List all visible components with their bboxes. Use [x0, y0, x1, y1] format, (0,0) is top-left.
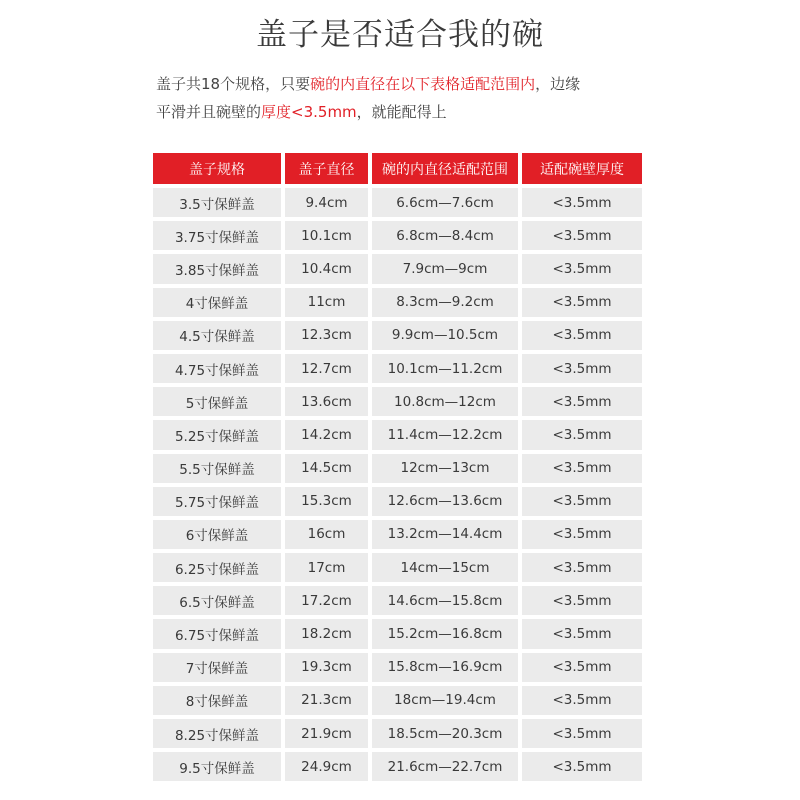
table-row [153, 752, 642, 781]
size-table [149, 149, 646, 785]
header-wall-thickness: 适配碗壁厚度 [522, 153, 642, 184]
cell-lid-diameter: 10.1cm [285, 221, 368, 250]
cell-bowl-range: 8.3cm—9.2cm [372, 288, 518, 317]
header-lid-spec: 盖子规格 [153, 153, 281, 184]
header-lid-diameter: 盖子直径 [285, 153, 368, 184]
cell-wall-thickness: <3.5mm [522, 454, 642, 483]
cell-lid-spec: 7寸保鲜盖 [153, 653, 281, 682]
cell-lid-spec: 4寸保鲜盖 [153, 288, 281, 317]
cell-lid-diameter: 12.7cm [285, 354, 368, 383]
cell-lid-spec: 4.75寸保鲜盖 [153, 354, 281, 383]
table-row [153, 420, 642, 449]
cell-lid-diameter: 15.3cm [285, 487, 368, 516]
description-text: ，就能配得上 [356, 103, 447, 121]
table-row [153, 188, 642, 217]
cell-lid-spec: 5.5寸保鲜盖 [153, 454, 281, 483]
cell-lid-diameter: 17cm [285, 553, 368, 582]
cell-bowl-range: 6.8cm—8.4cm [372, 221, 518, 250]
cell-wall-thickness: <3.5mm [522, 387, 642, 416]
cell-bowl-range: 15.8cm—16.9cm [372, 653, 518, 682]
description-line-2 [156, 98, 646, 126]
table-header-row [153, 153, 642, 184]
description [156, 70, 646, 126]
cell-lid-diameter: 13.6cm [285, 387, 368, 416]
table-row [153, 387, 642, 416]
table-row [153, 719, 642, 748]
table-row [153, 520, 642, 549]
cell-bowl-range: 9.9cm—10.5cm [372, 321, 518, 350]
table-row [153, 586, 642, 615]
cell-lid-diameter: 9.4cm [285, 188, 368, 217]
table-row [153, 288, 642, 317]
table-row [153, 354, 642, 383]
cell-bowl-range: 18.5cm—20.3cm [372, 719, 518, 748]
cell-lid-diameter: 24.9cm [285, 752, 368, 781]
cell-lid-spec: 3.75寸保鲜盖 [153, 221, 281, 250]
cell-bowl-range: 11.4cm—12.2cm [372, 420, 518, 449]
cell-lid-spec: 3.5寸保鲜盖 [153, 188, 281, 217]
cell-wall-thickness: <3.5mm [522, 619, 642, 648]
cell-lid-spec: 5.75寸保鲜盖 [153, 487, 281, 516]
cell-lid-spec: 6.75寸保鲜盖 [153, 619, 281, 648]
cell-wall-thickness: <3.5mm [522, 288, 642, 317]
cell-wall-thickness: <3.5mm [522, 686, 642, 715]
cell-wall-thickness: <3.5mm [522, 586, 642, 615]
table-row [153, 254, 642, 283]
cell-lid-spec: 6寸保鲜盖 [153, 520, 281, 549]
description-highlight: 厚度<3.5mm [261, 103, 357, 121]
cell-wall-thickness: <3.5mm [522, 487, 642, 516]
description-text: 盖子共18个规格，只要 [156, 75, 311, 93]
table-row [153, 653, 642, 682]
cell-lid-diameter: 10.4cm [285, 254, 368, 283]
cell-wall-thickness: <3.5mm [522, 254, 642, 283]
cell-bowl-range: 10.1cm—11.2cm [372, 354, 518, 383]
cell-lid-spec: 5寸保鲜盖 [153, 387, 281, 416]
table-body [153, 188, 642, 781]
cell-lid-diameter: 16cm [285, 520, 368, 549]
cell-lid-diameter: 14.2cm [285, 420, 368, 449]
cell-bowl-range: 6.6cm—7.6cm [372, 188, 518, 217]
cell-wall-thickness: <3.5mm [522, 321, 642, 350]
description-line-1 [156, 70, 646, 98]
cell-lid-spec: 3.85寸保鲜盖 [153, 254, 281, 283]
cell-lid-diameter: 21.3cm [285, 686, 368, 715]
cell-bowl-range: 21.6cm—22.7cm [372, 752, 518, 781]
table-row [153, 487, 642, 516]
description-text: ，边缘 [535, 75, 581, 93]
cell-lid-diameter: 12.3cm [285, 321, 368, 350]
cell-bowl-range: 7.9cm—9cm [372, 254, 518, 283]
cell-bowl-range: 15.2cm—16.8cm [372, 619, 518, 648]
cell-lid-diameter: 19.3cm [285, 653, 368, 682]
table-row [153, 454, 642, 483]
cell-lid-diameter: 21.9cm [285, 719, 368, 748]
cell-bowl-range: 14cm—15cm [372, 553, 518, 582]
cell-wall-thickness: <3.5mm [522, 420, 642, 449]
cell-bowl-range: 14.6cm—15.8cm [372, 586, 518, 615]
cell-bowl-range: 18cm—19.4cm [372, 686, 518, 715]
table-row [153, 321, 642, 350]
cell-lid-diameter: 14.5cm [285, 454, 368, 483]
table-row [153, 553, 642, 582]
cell-lid-spec: 9.5寸保鲜盖 [153, 752, 281, 781]
cell-lid-spec: 6.25寸保鲜盖 [153, 553, 281, 582]
header-bowl-range: 碗的内直径适配范围 [372, 153, 518, 184]
cell-wall-thickness: <3.5mm [522, 553, 642, 582]
cell-bowl-range: 10.8cm—12cm [372, 387, 518, 416]
cell-wall-thickness: <3.5mm [522, 354, 642, 383]
cell-lid-spec: 8.25寸保鲜盖 [153, 719, 281, 748]
cell-lid-diameter: 11cm [285, 288, 368, 317]
cell-bowl-range: 12cm—13cm [372, 454, 518, 483]
cell-wall-thickness: <3.5mm [522, 188, 642, 217]
description-highlight: 碗的内直径在以下表格适配范围内 [310, 75, 536, 93]
cell-wall-thickness: <3.5mm [522, 719, 642, 748]
cell-lid-spec: 5.25寸保鲜盖 [153, 420, 281, 449]
page-title: 盖子是否适合我的碗 [256, 17, 544, 53]
cell-lid-diameter: 18.2cm [285, 619, 368, 648]
cell-bowl-range: 13.2cm—14.4cm [372, 520, 518, 549]
cell-lid-diameter: 17.2cm [285, 586, 368, 615]
cell-lid-spec: 6.5寸保鲜盖 [153, 586, 281, 615]
table-row [153, 619, 642, 648]
cell-lid-spec: 4.5寸保鲜盖 [153, 321, 281, 350]
cell-bowl-range: 12.6cm—13.6cm [372, 487, 518, 516]
description-text: 平滑并且碗壁的 [156, 103, 262, 121]
cell-wall-thickness: <3.5mm [522, 653, 642, 682]
cell-wall-thickness: <3.5mm [522, 752, 642, 781]
cell-wall-thickness: <3.5mm [522, 520, 642, 549]
table-row [153, 686, 642, 715]
cell-lid-spec: 8寸保鲜盖 [153, 686, 281, 715]
cell-wall-thickness: <3.5mm [522, 221, 642, 250]
table-row [153, 221, 642, 250]
